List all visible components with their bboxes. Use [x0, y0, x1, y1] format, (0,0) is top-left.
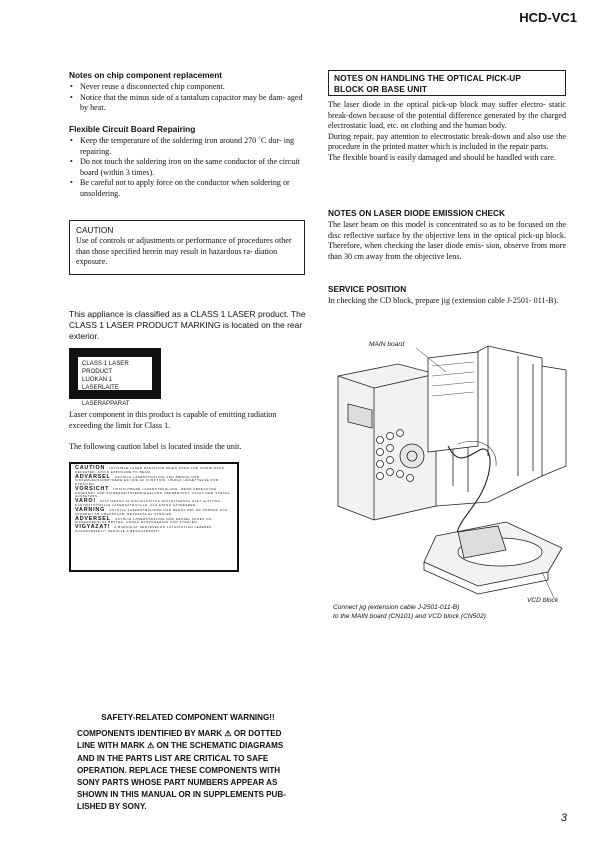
safety-line: SHOWN IN THIS MANUAL OR IN SUPPLEMENTS PUB-	[77, 790, 286, 800]
safety-line: LISHED BY SONY.	[77, 802, 147, 812]
optical-paragraph: The laser diode in the optical pick-up block may suffer electro- static break-down because of the potential difference generated by the charged electrostatic load, etc. on clothing and the human body.	[328, 100, 566, 131]
laser-check-text: The laser beam on this model is concentrated so as to be focused on the disc reflective surface by the objective lens in the optical pick-up block. Therefore, when checking the laser diode emis- sion, observe from more than 30 cm away from the objective lens.	[328, 220, 566, 261]
page-number: 3	[560, 812, 567, 824]
safety-line: SONY PARTS WHOSE PART NUMBERS APPEAR AS	[77, 778, 278, 788]
chip-note-item: • Notice that the minus side of a tantalum capacitor may be dam- aged by heat.	[69, 93, 305, 114]
model-number: HCD-VC1	[519, 10, 577, 25]
warning-text: : USYNLIG LASERSTRÅLING VED ÅBNING NÅR SIKKERHEDSAFBRYDERE ER UDE AF FUNKTION. UNDGÅ UDSÆTTELSE FOR STRÅLING.	[75, 474, 219, 486]
class1-laser-label	[69, 348, 161, 407]
flex-repair-item: • Do not touch the soldering iron on the same conductor of the circuit board (within 3 times).	[69, 157, 305, 178]
service-text: In checking the CD block, prepare jig (extension cable J-2501- 011-B).	[328, 296, 559, 305]
optical-title-line: NOTES ON HANDLING THE OPTICAL PICK-UP	[334, 73, 522, 83]
caution-label-intro: The following caution label is located inside the unit.	[69, 442, 242, 451]
laser-check-section	[328, 208, 566, 262]
class1-text: This appliance is classified as a CLASS 1 LASER product. The CLASS 1 LASER PRODUCT MARKING is located on the rear exterior.	[69, 309, 306, 341]
caption-line: to the MAIN board (CN101) and VCD block (CN502).	[333, 612, 488, 620]
warning-heading: CAUTION	[75, 465, 106, 471]
warning-text: : USYNLIG LASERSTRÅLING NÅR DEKSEL ÅPNES OG SIKKERHEDSLÅS BRYTES. UNNGÅ EKSPONERING FOR STRÅLEN.	[75, 516, 212, 525]
chip-note-item: • Never reuse a disconnected chip component.	[69, 82, 305, 93]
laser-component-text: Laser component in this product is capable of emitting radiation exceeding the limit for Class 1.	[69, 410, 277, 430]
laser-label-line: LUOKAN 1 LASERLAITE	[82, 376, 119, 391]
warning-text: : A BURKOLAT SÉRTÉSEKOR LÁTHATATLAN LÉZERES SUGÁRVESZÉLY! KERÜLJE A BESUGÁRZÁST!	[75, 525, 212, 533]
optical-notes-body	[328, 100, 566, 164]
flex-repair-item: • Be careful not to apply force on the conductor when soldering or unsoldering.	[69, 178, 305, 199]
safety-warning	[69, 712, 307, 814]
safety-line: LINE WITH MARK ⚠ ON THE SCHEMATIC DIAGRAMS	[77, 741, 284, 751]
caution-title: CAUTION	[76, 225, 114, 235]
caution-box	[69, 220, 305, 275]
warning-row	[75, 473, 233, 487]
safety-line: AND IN THE PARTS LIST ARE CRITICAL TO SAFE	[77, 753, 269, 763]
safety-line: OPERATION. REPLACE THESE COMPONENTS WITH	[77, 765, 281, 775]
safety-title: SAFETY-RELATED COMPONENT WARNING!!	[101, 713, 275, 722]
chip-notes-title: Notes on chip component replacement	[69, 70, 223, 80]
chip-notes-section	[69, 70, 305, 114]
caution-text: Use of controls or adjustments or performance of procedures other than those specified herein may result in hazardous ra- diation exposure.	[76, 236, 292, 267]
warning-text: : OSYNLIG LASERSTRÅLNING NÄR DENNA DEL ÄR ÖPPNAD OCH SPÄRREN ÄR URKOPPLAD. BETRAKTA EJ STRÅLEN.	[75, 507, 228, 516]
warning-heading: ADVARSEL	[75, 473, 111, 480]
service-title: SERVICE POSITION	[328, 284, 407, 294]
warning-text: : AVATTAESSA JA SUOJALUKITUS OHITETTAESSA OLET ALTTIINA NÄKYMÄTTÖMÄLLE LASERSÄTEILYLLE. ÄLÄ KATSO SÄTEESEEN.	[75, 499, 221, 507]
caution-warning-label	[69, 462, 239, 572]
unit-drawing	[338, 346, 566, 598]
safety-line: COMPONENTS IDENTIFIED BY MARK ⚠ OR DOTTED	[77, 729, 282, 739]
caption-line: Connect jig (extension cable J-2501-011-B)	[333, 604, 460, 611]
flex-repair-section	[69, 124, 305, 200]
flex-repair-item: • Keep the temperature of the soldering iron around 270 ˚C dur- ing repairing.	[69, 136, 305, 157]
warning-heading: VIGYAZAT!	[75, 524, 111, 531]
service-position-diagram	[328, 336, 576, 602]
main-board-label: MAIN board	[369, 341, 405, 348]
warning-row	[75, 526, 233, 533]
warning-heading: VORSICHT	[75, 485, 110, 492]
warning-heading: ADVERSEL	[75, 515, 111, 522]
warning-text: : INVISIBLE LASER RADIATION WHEN OPEN AND INTERLOCKS DEFEATED. AVOID EXPOSURE TO BEAM.	[75, 466, 225, 474]
warning-heading: VARNING	[75, 506, 106, 513]
jig-caption	[333, 604, 573, 621]
optical-paragraph: During repair, pay attention to electrostatic break-down and also use the procedure in the printed matter which is included in the repair parts.	[328, 131, 566, 152]
service-position-section	[328, 284, 566, 307]
warning-text: : UNSICHTBARE LASERSTRAHLUNG, WENN ABDECKUNG GEÖFFNET UND SICHERHEITSVERRIEGELUNG ÜBERBRÜCKT. NICHT DEM STRAHL AUSSETZEN.	[75, 486, 231, 499]
optical-notes-heading	[328, 70, 566, 96]
optical-paragraph: The flexible board is easily damaged and should be handled with care.	[328, 152, 556, 162]
laser-check-title: NOTES ON LASER DIODE EMISSION CHECK	[328, 208, 506, 218]
laser-label-line: CLASS 1 LASER PRODUCT	[82, 360, 129, 375]
laser-label-line: KLASS 1 LASERAPPARAT	[82, 392, 130, 407]
vcd-block-label: VCD block	[527, 597, 559, 604]
flex-repair-title: Flexible Circuit Board Repairing	[69, 124, 196, 134]
optical-title-line: BLOCK OR BASE UNIT	[334, 83, 428, 94]
warning-heading: VARO!	[75, 498, 96, 505]
warning-row	[75, 485, 233, 499]
